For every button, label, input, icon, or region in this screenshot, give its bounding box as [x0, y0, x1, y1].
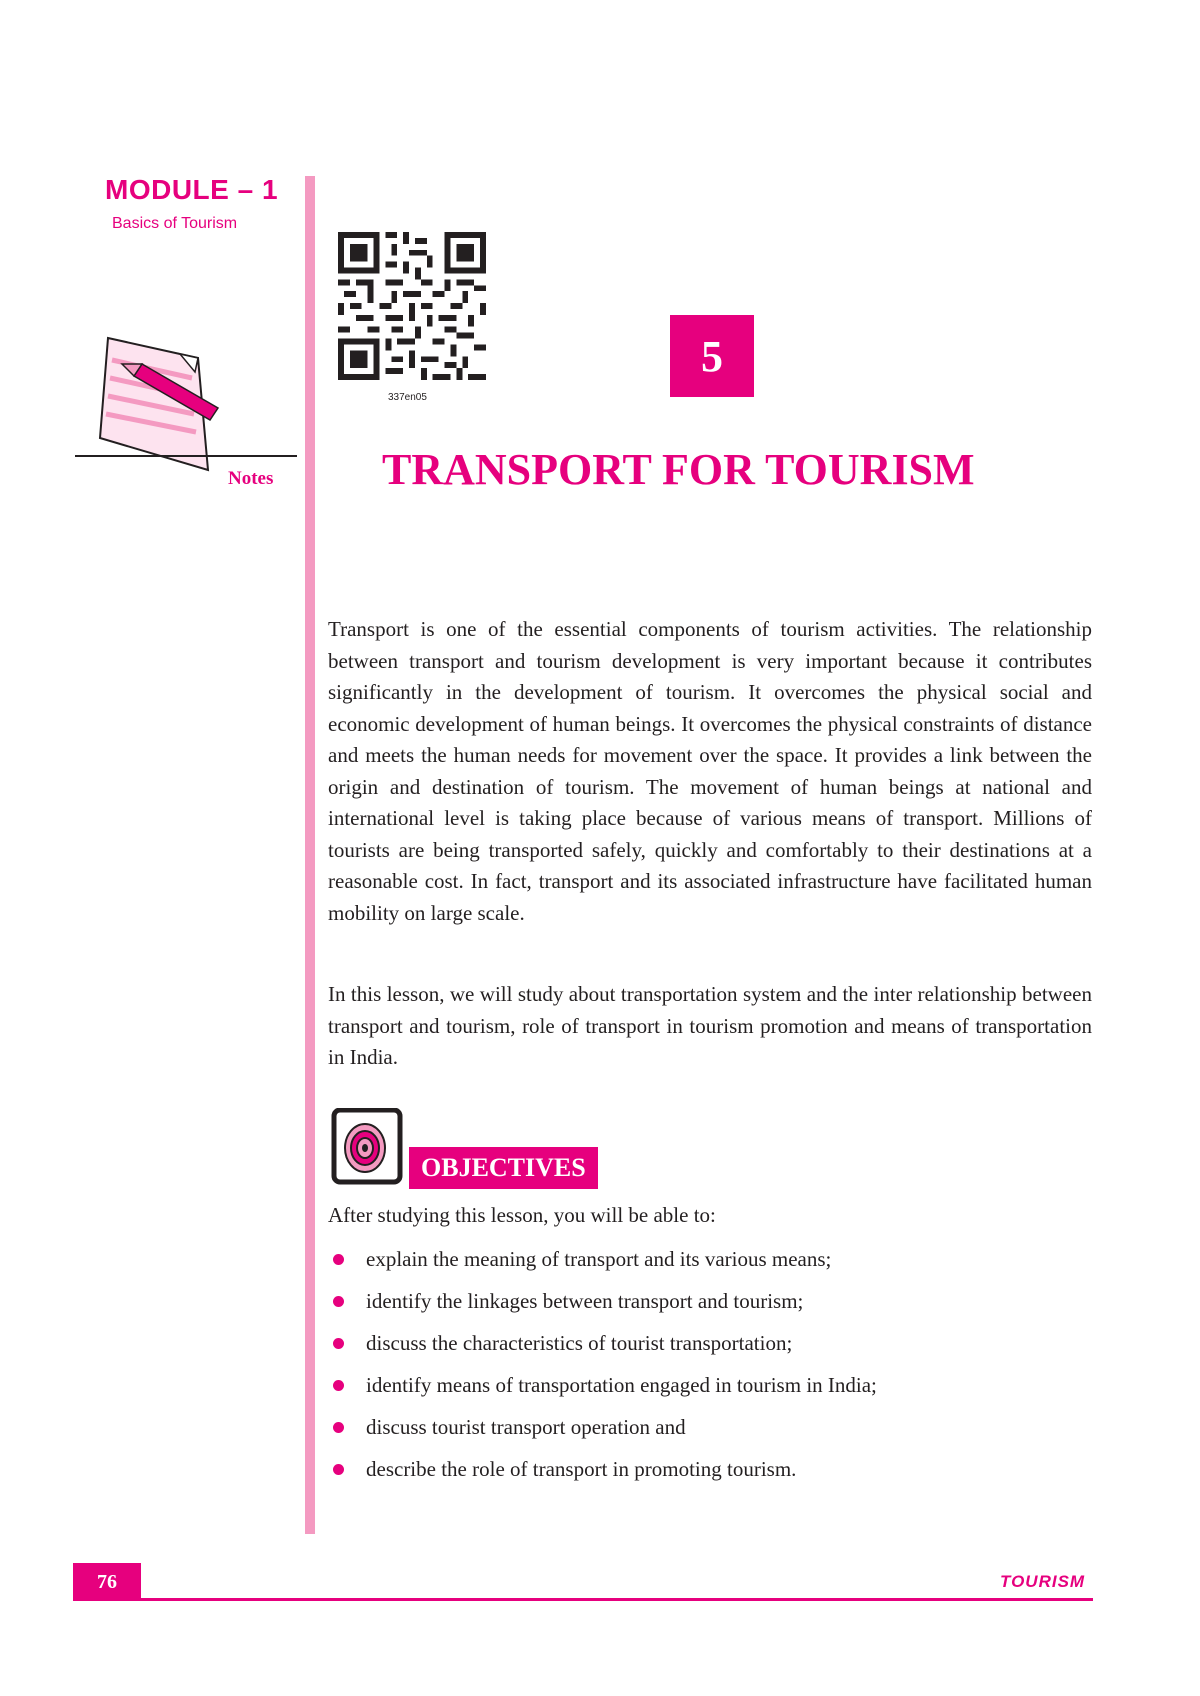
chapter-number: 5 — [670, 315, 754, 397]
objective-text: discuss tourist transport operation and — [366, 1415, 686, 1439]
bullet-icon — [333, 1380, 344, 1391]
objective-text: discuss the characteristics of tourist transportation; — [366, 1331, 793, 1355]
lesson-paragraph: In this lesson, we will study about transportation system and the inter relationship between transport and tourism, role of transport in tourism promotion and means of transportation in India. — [328, 982, 1092, 1069]
list-item — [330, 1244, 1090, 1286]
notes-divider — [75, 455, 297, 457]
footer-rule — [141, 1598, 1093, 1601]
list-item — [330, 1370, 1090, 1412]
bullet-icon — [333, 1338, 344, 1349]
objective-text: identify the linkages between transport and tourism; — [366, 1289, 804, 1313]
objective-text: identify means of transportation engaged in tourism in India; — [366, 1373, 877, 1397]
list-item — [330, 1412, 1090, 1454]
page-number: 76 — [73, 1563, 141, 1601]
chapter-title: TRANSPORT FOR TOURISM — [382, 445, 975, 494]
module-title: MODULE – 1 — [105, 174, 279, 205]
list-item — [330, 1454, 1090, 1496]
objectives-heading: OBJECTIVES — [409, 1147, 598, 1189]
intro-paragraph: Transport is one of the essential components of tourism activities. The relationship between transport and tourism development is very important because it contributes significantly in the development of tourism. It overcomes the physical social and economic development of human beings. It overcomes the physical constraints of distance and meets the human needs for movement over the space. It provides a link between the origin and destination of tourism. The movement of human beings at national and international level is taking place because of various means of transport. Millions of tourists are being transported safely, quickly and comfortably to their destinations at a reasonable cost. In fact, transport and its associated infrastructure have facilitated human mobility on large scale. — [328, 617, 1092, 925]
qr-code-label: 337en05 — [388, 392, 427, 403]
objective-text: describe the role of transport in promoting tourism. — [366, 1457, 797, 1481]
bullet-icon — [333, 1296, 344, 1307]
module-subtitle: Basics of Tourism — [112, 215, 238, 232]
objectives-list — [330, 1244, 1090, 1496]
target-icon — [331, 1108, 405, 1186]
bullet-icon — [333, 1464, 344, 1475]
bullet-icon — [333, 1254, 344, 1265]
objective-text: explain the meaning of transport and its various means; — [366, 1247, 832, 1271]
book-title: TOURISM — [1000, 1572, 1086, 1591]
notes-label: Notes — [228, 468, 274, 489]
objectives-intro: After studying this lesson, you will be able to: — [328, 1203, 716, 1227]
list-item — [330, 1286, 1090, 1328]
qr-code-icon — [338, 232, 486, 380]
list-item — [330, 1328, 1090, 1370]
margin-bar — [305, 176, 315, 1534]
bullet-icon — [333, 1422, 344, 1433]
